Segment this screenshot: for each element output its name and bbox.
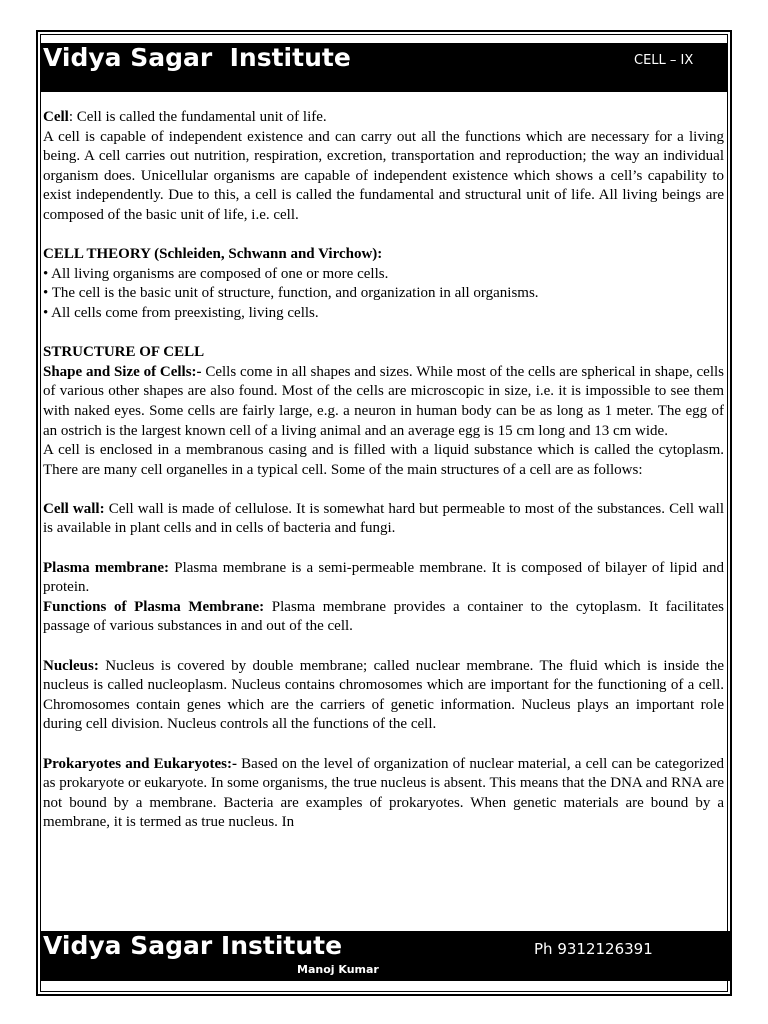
document-body: [43, 108, 724, 833]
cell-paragraph: A cell is capable of independent existence and can carry out all the functions which are necessary for a living being. A cell carries out nutrition, respiration, excretion, transportation and reproduction; the way an individual organism does. Unicellular organisms are capable of independent existence which shows a cell’s capability to exist independently. Due to this, a cell is called the fundamental and structural unit of life. All living beings are composed of the basic unit of life, i.e. cell.: [43, 128, 724, 223]
prokaryotes-paragraph: [43, 755, 724, 833]
header-class-tag: CELL – IX: [634, 53, 694, 68]
cell-theory-heading-text: CELL THEORY (Schleiden, Schwann and Virchow):: [43, 246, 383, 263]
plasma-functions-term: Functions of Plasma Membrane:: [43, 598, 265, 615]
footer-bar: [40, 931, 732, 981]
structure-heading-text: STRUCTURE OF CELL: [43, 344, 205, 361]
shape-size-text: Cells come in all shapes and sizes. While most of the cells are spherical in shape, cells of various other shapes are also found. Most of the cells are microscopic in size, i.e. it is impossible to see them with naked eyes. Some cells are fairly large, e.g. a neuron in human body can be as long as 1 meter. The egg of an ostrich is the largest known cell of a living animal and an average egg is 15 cm long and 13 cm wide.: [43, 363, 725, 439]
cell-term: Cell: [43, 109, 69, 125]
cell-definition: [43, 108, 724, 128]
prokaryotes-term: Prokaryotes and Eukaryotes:-: [43, 755, 237, 772]
enclosed-paragraph: A cell is enclosed in a membranous casing and is filled with a liquid substance which is called the cytoplasm. There are many cell organelles in a typical cell. Some of the main structures of a cell are as follows:: [43, 442, 724, 478]
structure-heading: [43, 343, 724, 363]
footer-author: Manoj Kumar: [297, 963, 379, 976]
header-bar: [40, 43, 728, 92]
nucleus-paragraph: [43, 657, 724, 735]
nucleus-text: Nucleus is covered by double membrane; called nuclear membrane. The fluid which is inside the nucleus is called nucleoplasm. Nucleus contains chromosomes which are important for the functioning of a cell. Chromosomes contain genes which are the carriers of genetic information. Nucleus plays an important role during cell division. Nucleus controls all the functions of the cell.: [43, 657, 724, 733]
header-title: Vidya Sagar Institute: [43, 43, 351, 72]
plasma-membrane-term: Plasma membrane:: [43, 559, 170, 576]
footer-phone: Ph 9312126391: [534, 940, 653, 958]
cell-wall-text: Cell wall is made of cellulose. It is somewhat hard but permeable to most of the substances. Cell wall is available in plant cells and in cells of bacteria and fungi.: [43, 500, 724, 537]
prokaryotes-text: Based on the level of organization of nuclear material, a cell can be categorized as prokaryote or eukaryote. In some organisms, the true nucleus is absent. This means that the DNA and RNA are not bound by a membrane. Bacteria are examples of prokaryotes. When genetic materials are bound by a membrane, it is termed as true nucleus. In: [43, 755, 724, 831]
cell-theory-point: • All living organisms are composed of one or more cells.: [43, 265, 389, 282]
cell-wall-term: Cell wall:: [43, 500, 105, 517]
cell-wall-paragraph: [43, 500, 724, 539]
cell-theory-point: • The cell is the basic unit of structure, function, and organization in all organisms.: [43, 285, 539, 302]
plasma-functions-paragraph: [43, 598, 724, 637]
footer-title: Vidya Sagar Institute: [43, 931, 343, 960]
shape-size-term: Shape and Size of Cells:-: [43, 363, 202, 380]
cell-definition-text: : Cell is called the fundamental unit of life.: [68, 109, 327, 125]
nucleus-term: Nucleus:: [43, 657, 99, 674]
cell-theory-point: • All cells come from preexisting, living cells.: [43, 304, 319, 321]
plasma-membrane-paragraph: [43, 559, 724, 598]
cell-theory-heading: [43, 245, 724, 265]
plasma-functions-text: Plasma membrane provides a container to the cytoplasm. It facilitates passage of various substances in and out of the cell.: [43, 598, 724, 635]
plasma-membrane-text: Plasma membrane is a semi-permeable membrane. It is composed of bilayer of lipid and protein.: [43, 559, 724, 596]
shape-size-paragraph: [43, 363, 724, 441]
